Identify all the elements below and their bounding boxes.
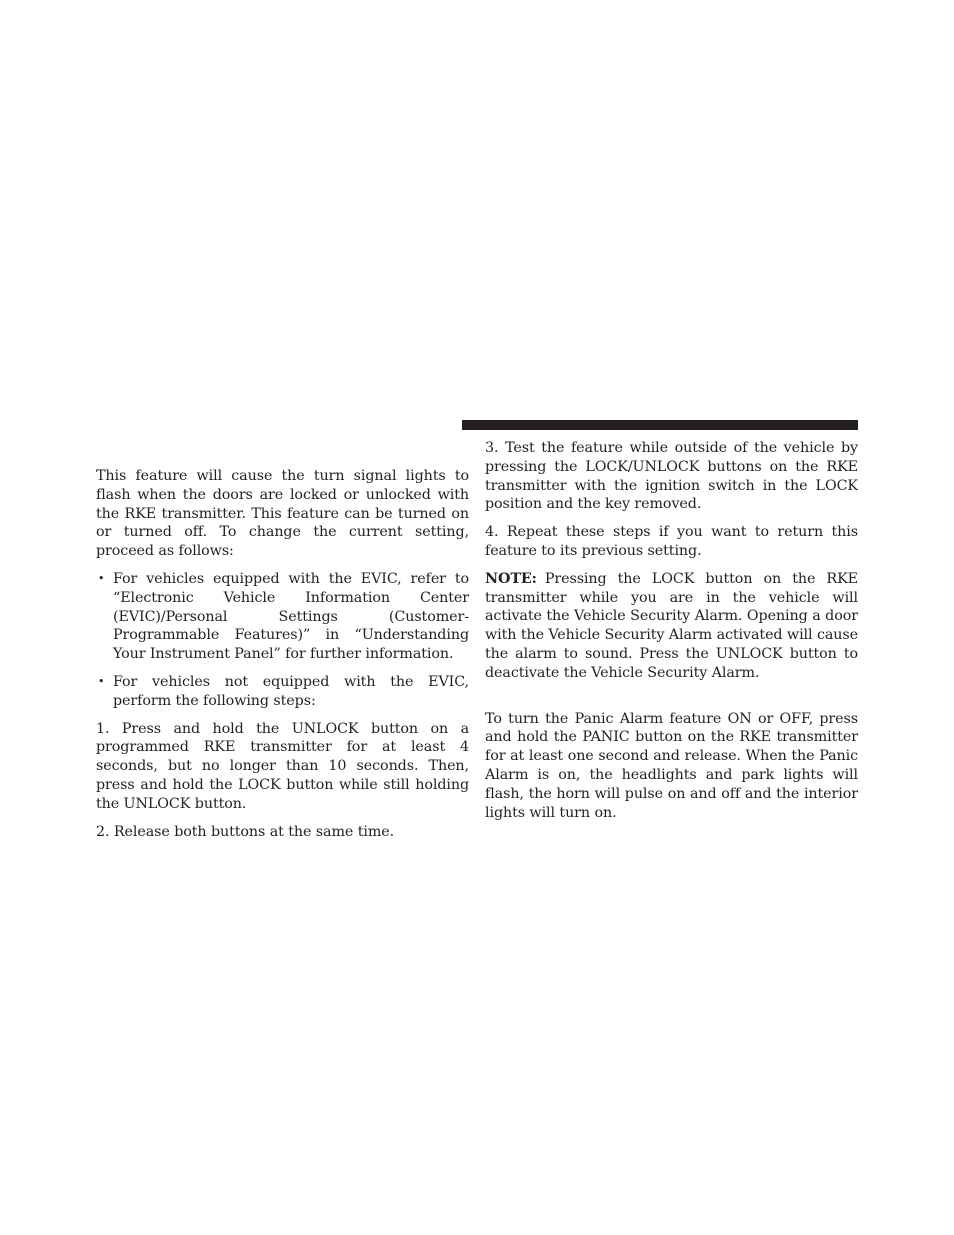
step-3: 3. Test the feature while outside of the vehicle by pressing the LOCK/UNLOCK buttons on the RKE transmitter with the ignition switch in the LOCK position and the key removed. — [485, 440, 858, 513]
bullet-icon: • — [98, 571, 105, 585]
step-2: 2. Release both buttons at the same time. — [96, 823, 395, 840]
bullet-icon: • — [98, 674, 105, 688]
note-label: NOTE: — [485, 570, 537, 587]
bullet-text: For vehicles equipped with the EVIC, refer to “Electronic Vehicle Information Center (EVIC)/Personal Settings (Customer-Programmable Features)” in “Understanding Your Instrument Panel” for further information. — [113, 570, 469, 663]
bullet-item-no-evic — [96, 673, 469, 711]
step-1: 1. Press and hold the UNLOCK button on a programmed RKE transmitter for at least 4 seconds, but no longer than 10 seconds. Then, press and hold the LOCK button while still holding the UNLOCK button. — [96, 720, 469, 812]
section-gap — [485, 692, 858, 710]
bullet-item-evic — [96, 570, 469, 664]
intro-paragraph: This feature will cause the turn signal lights to flash when the doors are locked or unlocked with the RKE transmitter. This feature can be turned on or turned off. To change the current setting, proceed as follows: — [96, 468, 469, 560]
note-text: Pressing the LOCK button on the RKE transmitter while you are in the vehicle will activate the Vehicle Security Alarm. Opening a door with the Vehicle Security Alarm activated will cause the alarm to sound. Press the UNLOCK button to deactivate the Vehicle Security Alarm. — [485, 570, 858, 681]
panic-alarm-paragraph: To turn the Panic Alarm feature ON or OFF, press and hold the PANIC button on the RKE transmitter for at least one second and release. When the Panic Alarm is on, the headlights and park lights will flash, the horn will pulse on and off and the interior lights will turn on. — [485, 710, 858, 821]
bullet-list — [96, 570, 469, 711]
step-4: 4. Repeat these steps if you want to return this feature to its previous setting. — [485, 524, 858, 559]
note-paragraph — [485, 570, 858, 683]
left-column — [96, 467, 469, 850]
section-header-bar — [462, 420, 858, 430]
bullet-text: For vehicles not equipped with the EVIC, perform the following steps: — [113, 673, 469, 709]
right-column — [485, 439, 858, 831]
